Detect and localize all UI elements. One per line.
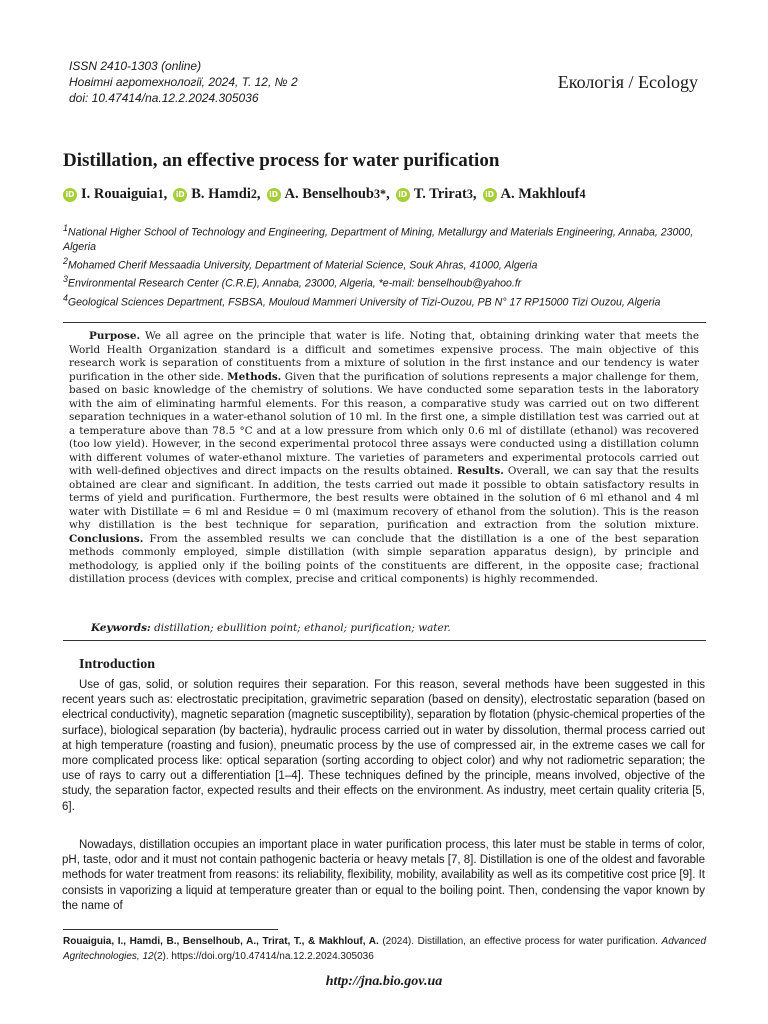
abstract-methods-text: Given that the purification of solutions represents a major challenge for them, based on basic knowledge of the chemistry of solutions. We have conducted some separation tests in the laboratory with the aim of eliminating harmful elements. For this reason, a comparative study was carried out on two different separation techniques in a water-ethanol solution of 10 ml. In the first one, a simple distillation test was carried out at a temperature above than 78.5 °C and at a low pressure from which only 0.6 ml of distillate (ethanol) was recovered (too low yield). However, in the second experimental protocol three assays were conducted using a distillation column with different volumes of water-ethanol mixture. The varieties of parameters and experimental protocols carried out with well-defined objectives and direct impacts on the results obtained. <box>69 370 699 477</box>
journal-header <box>69 58 298 106</box>
citation-year-title: (2024). Distillation, an effective process for water purification. <box>378 936 662 947</box>
affiliations <box>63 221 705 309</box>
journal-url-link[interactable]: http://jna.bio.gov.ua <box>325 974 443 989</box>
affiliation-4 <box>63 291 705 310</box>
author-affil-mark: 3 <box>466 187 473 201</box>
section-rubric: Екологія / Ecology <box>557 72 698 92</box>
citation <box>63 934 706 964</box>
introduction-heading: Introduction <box>79 657 155 672</box>
author-name: A. Benselhoub <box>284 186 374 202</box>
footnote-rule <box>63 929 278 930</box>
introduction-paragraph-1: Use of gas, solid, or solution requires their separation. For this reason, several methods have been suggested in this recent years such as: electrostatic precipitation, gravimetric separation (based on density), electrostatic separation (based on electrical conductivity), magnetic separation (magnetic susceptibility), separation by flotation (physic-chemical properties of the surface), biological separation (by bacteria), hydraulic process carried out in water by dissolution, thermal process carried out at high temperature (roasting and fusion), pneumatic process by the use of compressed air, in the extreme cases we call for more complicated process like: optical separation (sorting according to object color) and why not radiometric separation; the use of rays to carry out a differentiation [1–4]. These techniques defined by the principle, means involved, objective of the study, the separation factor, expected results and their effects on the environment. As industry, meet certain quality criteria [5, 6]. <box>62 679 705 813</box>
abstract <box>69 330 699 587</box>
abstract-results-text: Overall, we can say that the results obtained are clear and significant. In addition, the tests carried out made it possible to obtain satisfactory results in terms of yield and purification. Furthermore, the best results were obtained in the solution of 6 ml ethanol and 4 ml water with Distillate = 6 ml and Residue = 0 ml (maximum recovery of ethanol from the solution). This is the reason why distillation is the best technique for separation, purification and extraction from the solution mixture. <box>69 465 699 531</box>
doi[interactable]: doi: 10.47414/na.12.2.2024.305036 <box>69 91 259 105</box>
orcid-icon[interactable]: iD <box>396 188 410 202</box>
citation-journal: Advanced Agritechnologies, 12 <box>63 936 707 962</box>
affil-text: Geological Sciences Department, FSBSA, Mouloud Mammeri University of Tizi-Ouzou, PB N° 17 RP15000 Tizi Ouzou, Algeria <box>67 296 661 309</box>
affil-text: National Higher School of Technology and Engineering, Department of Mining, Metallurgy and Materials Engineering, Annaba, 23000, Algeria <box>63 226 694 253</box>
author-separator: , <box>472 186 477 202</box>
author-name: I. Rouaiguia <box>81 186 158 202</box>
orcid-icon[interactable]: iD <box>173 188 187 202</box>
author-list <box>63 186 592 203</box>
affil-mark: 2 <box>63 255 68 266</box>
keywords-text: distillation; ebullition point; ethanol; purification; water. <box>150 622 451 634</box>
author-1 <box>63 186 167 203</box>
introduction-paragraph-2: Nowadays, distillation occupies an important place in water purification process, this later must be stable in terms of color, pH, taste, odor and it must not contain pathogenic bacteria or heavy metals [7, 8]. Distillation is one of the oldest and favorable methods for water treatment from reasons: its reliability, flexibility, mobility, availability as well as its competitive cost price [9]. It consists in vaporizing a liquid at temperature greater than or equal to the boiling point. Then, condensing the vapor known by the name of <box>62 839 705 912</box>
abstract-conclusions-label: Conclusions. <box>69 532 144 545</box>
affiliation-3 <box>63 272 705 291</box>
affiliation-2 <box>63 254 705 273</box>
issn: ISSN 2410-1303 (online) <box>69 59 202 73</box>
affiliation-1 <box>63 221 705 254</box>
orcid-icon[interactable]: iD <box>267 188 281 202</box>
abstract-bottom-rule <box>63 640 706 641</box>
author-name: T. Trirat <box>413 186 467 202</box>
affil-mark: 4 <box>63 292 68 303</box>
orcid-icon[interactable]: iD <box>483 188 497 202</box>
author-3 <box>267 186 390 203</box>
author-separator: , <box>386 186 390 202</box>
affil-text: Environmental Research Center (C.R.E), Annaba, 23000, Algeria, *e-mail: benselhoub@yahoo.fr <box>67 277 522 290</box>
author-separator: , <box>163 186 168 202</box>
abstract-results-label: Results. <box>456 465 504 477</box>
author-5 <box>483 186 586 203</box>
keywords-label: Keywords: <box>91 622 151 634</box>
journal-issue: Новітні агротехнології, 2024, Т. 12, № 2 <box>69 75 298 89</box>
affil-mark: 1 <box>63 223 68 233</box>
author-affil-mark: 3* <box>373 187 387 201</box>
abstract-purpose-label: Purpose. <box>89 330 141 342</box>
abstract-conclusions-text: From the assembled results we can conclude that the distillation is a one of the best separation methods commonly employed, simple distillation (with simple separation apparatus design), by principle and methodology, is applied only if the boiling points of the constituents are different, in the opposite case; fractional distillation process (devices with complex, precise and critical components) is highly recommended. <box>69 532 699 585</box>
abstract-purpose-text: We all agree on the principle that water is life. Noting that, obtaining drinking water that meets the World Health Organization standard is a difficult and sometimes expensive process. The main objective of this research work is separation of constituents from a mixture of solution in the first instance and our tendency is water purification in the other side. <box>69 330 699 383</box>
abstract-methods-label: Methods. <box>227 370 282 383</box>
author-name: B. Hamdi <box>191 186 251 202</box>
author-name: A. Makhlouf <box>500 186 580 202</box>
abstract-top-rule <box>63 322 706 323</box>
author-4 <box>396 186 477 203</box>
affil-text: Mohamed Cherif Messaadia University, Department of Material Science, Souk Ahras, 41000, Algeria <box>67 259 538 272</box>
article-title: Distillation, an effective process for water purification <box>63 150 500 171</box>
citation-authors: Rouaiguia, I., Hamdi, B., Benselhoub, A., Trirat, T., & Makhlouf, A. <box>63 936 379 947</box>
author-2 <box>173 186 260 203</box>
author-affil-mark: 2 <box>250 187 257 201</box>
keywords <box>91 622 451 634</box>
citation-doi[interactable]: (2). https://doi.org/10.47414/na.12.2.2024.305036 <box>153 951 374 962</box>
author-affil-mark: 1 <box>157 187 164 201</box>
affil-mark: 3 <box>63 274 68 285</box>
author-separator: , <box>256 186 261 202</box>
orcid-icon[interactable]: iD <box>63 188 77 202</box>
author-affil-mark: 4 <box>579 187 586 201</box>
